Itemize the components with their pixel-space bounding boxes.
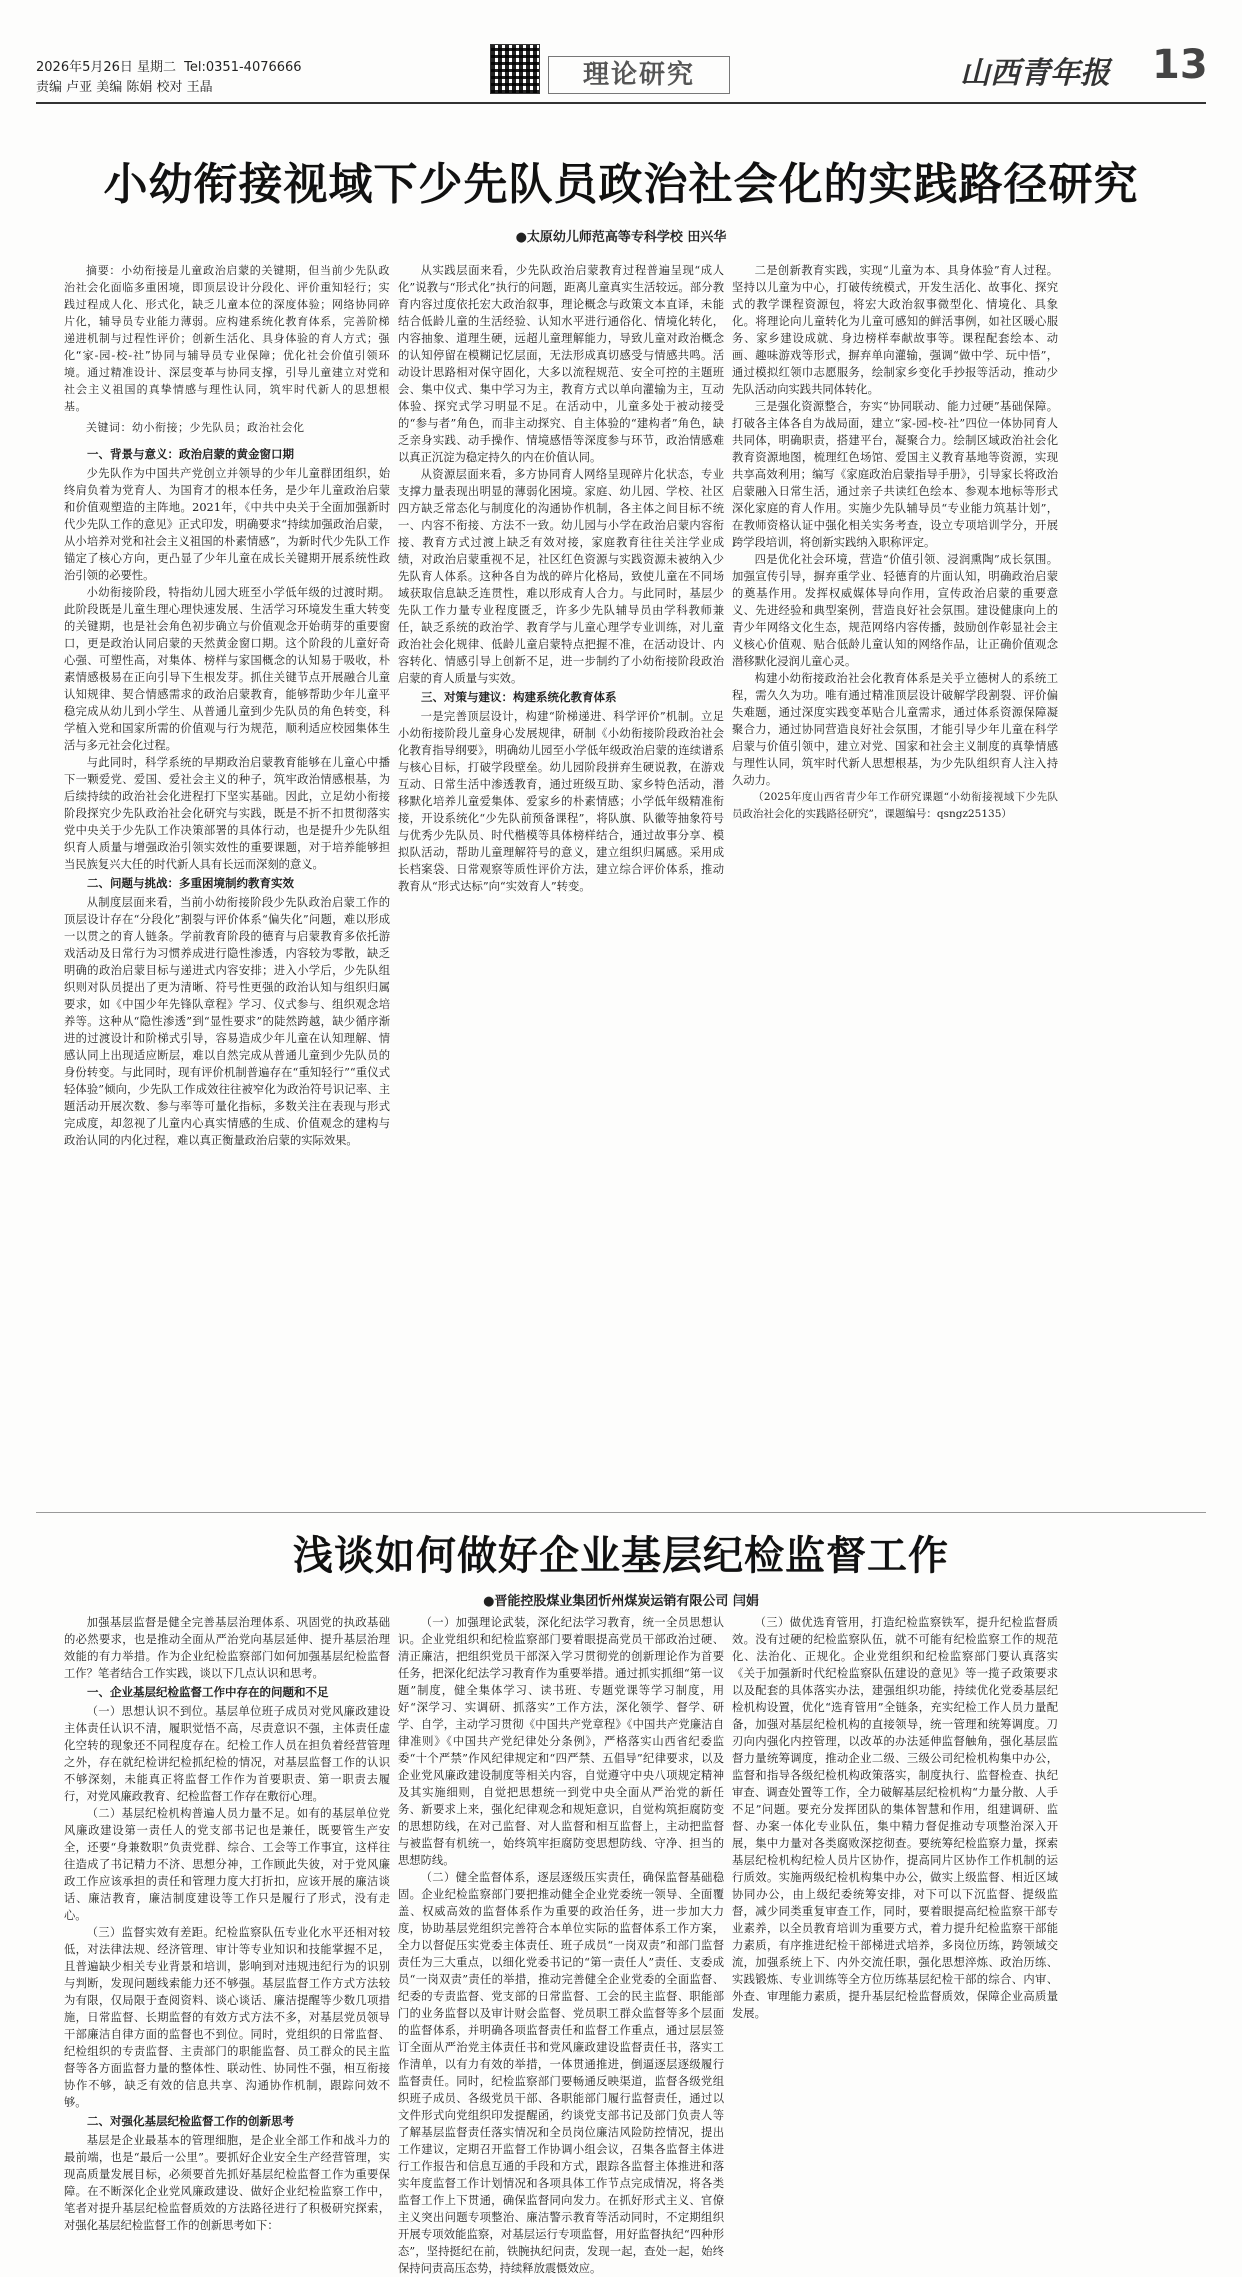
article2-column-2	[398, 1614, 724, 2275]
paragraph: 从实践层面来看，少先队政治启蒙教育过程普遍呈现“成人化”说教与“形式化”执行的问题，距离儿童真实生活较远。部分教育内容过度依托宏大政治叙事，理论概念与政策文本直译，未能结合低龄儿童的生活经验、认知水平进行通俗化、情境化转化，内容抽象、道理生硬，远超儿童理解能力，导致儿童对政治概念的认知停留在模糊记忆层面，无法形成真切感受与情感共鸣。活动设计思路相对保守固化，大多以流程规范、安全可控的主题班会、集中仪式、集中学习为主，教育方式以单向灌输为主，互动体验、探究式学习明显不足。在活动中，儿童多处于被动接受的“参与者”角色，而非主动探究、自主体验的“建构者”角色，缺乏亲身实践、动手操作、情境感悟等深度参与环节，政治情感难以真正沉淀为稳定持久的内在价值认同。	[398, 264, 724, 464]
paragraph: 二是创新教育实践，实现“儿童为本、具身体验”育人过程。坚持以儿童为中心，打破传统模式，开发生活化、故事化、探究式的教学课程资源包，将宏大政治叙事微型化、情境化、具象化。将理论向儿童转化为儿童可感知的鲜活事例，如社区暖心服务、家乡建设成就、身边榜样奉献故事等。课程配套绘本、动画、趣味游戏等形式，摒弃单向灌输，强调“做中学、玩中悟”，通过模拟红领巾志愿服务，绘制家乡变化手抄报等活动，推动少先队活动向实践共同体转化。	[732, 264, 1058, 396]
article1-column-2	[398, 262, 724, 1510]
qr-code-icon	[490, 44, 540, 94]
article2-column-1	[64, 1614, 390, 2232]
paragraph: 与此同时，科学系统的早期政治启蒙教育能够在儿童心中播下一颗爱党、爱国、爱社会主义的种子，筑牢政治情感根基，为后续持续的政治社会化进程打下坚实基础。因此，立足幼小衔接阶段探究少先队政治社会化研究与实践，既是不折不扣贯彻落实党中央关于少先队工作决策部署的具体行动，也是提升少先队组织育人质量与增强政治引领实效性的重要课题，对于培养能够担当民族复兴大任的时代新人具有长远而深刻的意义。	[64, 756, 390, 871]
paragraph: （二）基层纪检机构普遍人员力量不足。如有的基层单位党风廉政建设第一责任人的党支部书记也是兼任，既要管生产安全，还要“身兼数职”负责党群、综合、工会等工作事宜，这样往往造成了书记精力不济、思想分神，工作顾此失彼，对于党风廉政工作应该承担的责任和管理力度大打折扣，应该开展的廉洁谈话、廉洁教育，廉洁制度建设等工作只是履行了形式，没有走心。	[64, 1807, 390, 1922]
paragraph: 从资源层面来看，多方协同育人网络呈现碎片化状态，专业支撑力量表现出明显的薄弱化困境。家庭、幼儿园、学校、社区四方缺乏常态化与制度化的沟通协作机制，各主体之间目标不统一、内容不衔接、方法不一致。幼儿园与小学在政治启蒙内容衔接、教育方式过渡上缺乏有效对接，家庭教育往往关注学业成绩，对政治启蒙重视不足，社区红色资源与实践资源未被纳入少先队育人体系。这种各自为战的碎片化格局，致使儿童在不同场域获取信息缺乏连贯性，难以形成育人合力。与此同时，基层少先队工作力量专业程度匮乏，许多少先队辅导员由学科教师兼任，缺乏系统的政治学、教育学与儿童心理学专业训练，对儿童政治社会化规律、低龄儿童启蒙特点把握不准，在活动设计、内容转化、情感引导上创新不足，进一步制约了小幼衔接阶段政治启蒙的育人质量与实效。	[398, 468, 724, 685]
article1-column-3	[732, 262, 1058, 1510]
header-rule	[36, 102, 1206, 104]
paragraph: 少先队作为中国共产党创立并领导的少年儿童群团组织，始终肩负着为党育人、为国育才的根本任务，是少年儿童政治启蒙和价值观塑造的主阵地。2021年，《中共中央关于全面加强新时代少先队工作的意见》正式印发，明确要求“持续加强政治启蒙，从小培养对党和社会主义祖国的朴素情感”，为新时代少先队工作锚定了核心方向，更凸显了少年儿童在成长关键期开展系统性政治引领的必要性。	[64, 467, 390, 582]
article2-heading-2: 二、对强化基层纪检监督工作的创新思考	[87, 2114, 294, 2128]
project-note: （2025年度山西省青少年工作研究课题“小幼衔接视域下少先队员政治社会化的实践路径研究”，课题编号：qsngz25135）	[732, 791, 1058, 820]
paragraph: （一）思想认识不到位。基层单位班子成员对党风廉政建设主体责任认识不清，履职觉悟不高，尽责意识不强，主体责任虚化空转的现象还不同程度存在。纪检工作人员在担负着经营管理之外，存在就纪检讲纪检抓纪检的情况，对基层监督工作的认识不够深刻，未能真正将监督工作作为首要职责、第一职责去履行，对党风廉政教育、纪检监督工作存在敷衍心理。	[64, 1705, 390, 1803]
paragraph: 加强基层监督是健全完善基层治理体系、巩固党的执政基础的必然要求，也是推动全面从严治党向基层延伸、提升基层治理效能的有力举措。作为企业纪检监察部门如何加强基层纪检监督工作？笔者结合工作实践，谈以下几点认识和思考。	[64, 1616, 390, 1680]
paragraph: 构建小幼衔接政治社会化教育体系是关乎立德树人的系统工程，需久久为功。唯有通过精准顶层设计破解学段割裂、评价偏失难题，通过深度实践变革贴合儿童需求，通过体系资源保障凝聚合力，通过协同营造良好社会氛围，才能引导少年儿童在科学启蒙与价值引领中，建立对党、国家和社会主义制度的真挚情感与理性认同，筑牢时代新人思想根基，为少先队组织育人注入持久动力。	[732, 672, 1058, 787]
article1-heading-2: 二、问题与挑战：多重困境制约教育实效	[87, 876, 294, 890]
paragraph: 基层是企业最基本的管理细胞，是企业全部工作和战斗力的最前端，也是“最后一公里”。要抓好企业安全生产经营管理，实现高质量发展目标，必须要首先抓好基层纪检监督工作为重要保障。在不断深化企业党风廉政建设、做好企业纪检监察工作中，笔者对提升基层纪检监督质效的方法路径进行了积极研究探索，对强化基层纪检监督工作的创新思考如下：	[64, 2134, 390, 2232]
paragraph: 四是优化社会环境，营造“价值引领、浸润熏陶”成长氛围。加强宣传引导，摒弃重学业、轻德育的片面认知，明确政治启蒙的奠基作用。发挥权威媒体导向作用，宣传政治启蒙的重要意义、先进经验和典型案例，营造良好社会氛围。建设健康向上的青少年网络文化生态，规范网络内容传播，鼓励创作彰显社会主义核心价值观、贴合低龄儿童认知的网络作品，让正确价值观念潜移默化浸润儿童心灵。	[732, 553, 1058, 668]
issue-date	[36, 56, 302, 75]
article1-title: 小幼衔接视域下少先队员政治社会化的实践路径研究	[103, 159, 1139, 210]
paragraph: 一是完善顶层设计，构建“阶梯递进、科学评价”机制。立足小幼衔接阶段儿童身心发展规律，研制《小幼衔接阶段政治社会化教育指导纲要》，明确幼儿园至小学低年级政治启蒙的连续谱系与核心目标，打破学段壁垒。幼儿园阶段拼弃生硬说教，在游戏互动、日常生活中渗透教育，通过班级互助、家乡特色活动，潜移默化培养儿童爱集体、爱家乡的朴素情感；小学低年级精准衔接，开设系统化“少先队前预备课程”，将队旗、队徽等抽象符号与优秀少先队员、时代楷模等具体榜样结合，通过故事分享、模拟队活动，帮助儿童理解符号的意义，建立组织归属感。采用成长档案袋、日常观察等质性评价方法，建立综合评价体系，推动教育从“形式达标”向“实效育人”转变。	[398, 710, 724, 893]
article1-column-1	[64, 262, 390, 1510]
section-title: 理论研究	[548, 56, 730, 94]
editors-line: 责编 卢亚 美编 陈娟 校对 王晶	[36, 80, 213, 95]
article2-byline: ●晋能控股煤业集团忻州煤炭运销有限公司 闫娟	[483, 1594, 759, 1609]
article2-heading-1: 一、企业基层纪检监督工作中存在的问题和不足	[87, 1685, 329, 1699]
article1-heading-3: 三、对策与建议：构建系统化教育体系	[421, 690, 617, 704]
page-number: 13	[1152, 42, 1208, 88]
article2-column-3	[732, 1614, 1058, 2020]
article2-title: 浅谈如何做好企业基层纪检监督工作	[293, 1532, 949, 1579]
paragraph: 从制度层面来看，当前小幼衔接阶段少先队政治启蒙工作的顶层设计存在“分段化”割裂与评价体系“偏失化”问题，难以形成一以贯之的育人链条。学前教育阶段的德育与启蒙教育多依托游戏活动及日常行为习惯养成进行隐性渗透，内容较为零散，缺乏明确的政治启蒙目标与递进式内容安排；进入小学后，少先队组织则对队员提出了更为清晰、符号性更强的政治认知与组织归属要求，如《中国少年先锋队章程》学习、仪式参与、组织观念培养等。这种从“隐性渗透”到“显性要求”的陡然跨越，缺少循序渐进的过渡设计和阶梯式引导，容易造成少年儿童在认知理解、情感认同上出现适应断层，难以自然完成从普通儿童到少先队员的身份转变。与此同时，现有评价机制普遍存在“重知轻行”“重仪式轻体验”倾向，少先队工作成效往往被窄化为政治符号识记率、主题活动开展次数、参与率等可量化指标，多数关注在表现与形式完成度，却忽视了儿童内心真实情感的生成、价值观念的建构与政治认同的内化过程，难以真正衡量政治启蒙的实际效果。	[64, 896, 390, 1147]
date-text: 2026年5月26日 星期二	[36, 60, 177, 75]
paragraph: 三是强化资源整合，夯实“协同联动、能力过硬”基础保障。打破各主体各自为战局面，建立“家-园-校-社”四位一体协同育人共同体，明确职责，搭建平台，凝聚合力。绘制区域政治社会化教育资源地图，梳理红色场馆、爱国主义教育基地等资源，实现共享高效利用；编写《家庭政治启蒙指导手册》，引导家长将政治启蒙融入日常生活，通过亲子共读红色绘本、参观本地标等形式深化家庭的育人作用。实施少先队辅导员“专业能力筑基计划”，在教师资格认证中强化相关实务考查，设立专项培训学分，开展跨学段培训，将创新实践纳入职称评定。	[732, 400, 1058, 549]
paragraph: （三）监督实效有差距。纪检监察队伍专业化水平还相对较低，对法律法规、经济管理、审计等专业知识和技能掌握不足，且普遍缺少相关专业背景和培训，影响到对违规违纪行为的识别与判断，发现问题线索能力还不够强。基层监督工作方式方法较为有限，仅局限于查阅资料、谈心谈话、廉洁提醒等少数几项措施，日常监督、长期监督的有效方式方法不多，对基层党员领导干部廉洁自律方面的监督也不到位。同时，党组织的日常监督、纪检组织的专责监督、主责部门的职能监督、员工群众的民主监督等各方面监督力量的整体性、联动性、协同性不强，相互衔接协作不够，缺乏有效的信息共享、沟通协作机制，跟踪问效不够。	[64, 1926, 390, 2109]
paragraph: （二）健全监督体系，逐层逐级压实责任，确保监督基础稳固。企业纪检监察部门要把推动健全企业党委统一领导、全面覆盖、权威高效的监督体系作为重要的政治任务，进一步加大力度，协助基层党组织完善符合本单位实际的监督体系工作方案，全力以督促压实党委主体责任、班子成员“一岗双责”和部门监督责任为三大重点，以细化党委书记的“第一责任人”责任、支委成员“一岗双责”责任的举措，推动完善健全企业党委的全面监督、纪委的专责监督、党支部的日常监督、工会的民主监督、职能部门的业务监督以及审计财会监督、党员职工群众监督等多个层面的监督体系，并明确各项监督责任和监督工作重点，通过层层签订全面从严治党主体责任书和党风廉政建设监督责任书，落实工作清单，以有力有效的举措，一体贯通推进，倒逼逐层逐级履行监督责任。同时，纪检监察部门要畅通反映渠道，监督各级党组织班子成员、各级党员干部、各职能部门履行监督责任，通过以文件形式向党组织印发提醒函，约谈党支部书记及部门负责人等了解基层监督责任落实情况和全员岗位廉洁风险防控情况，提出工作建议，定期召开监督工作协调小组会议，召集各监督主体进行工作报告和信息互通的手段和方式，跟踪各监督主体推进和落实年度监督工作计划情况和各项具体工作节点完成情况，将各类监督工作上下贯通，确保监督同向发力。在抓好形式主义、官僚主义突出问题专项整治、廉洁警示教育等活动同时，不定期组织开展专项效能监察，对基层运行专项监督，用好监督执纪“四种形态”，坚持挺纪在前，铁腕执纪问责，发现一起，查处一起，始终保持问责高压态势，持续释放震慑效应。	[398, 1871, 724, 2275]
paper-logo: 山西青年报	[960, 56, 1110, 91]
paragraph: 小幼衔接阶段，特指幼儿园大班至小学低年级的过渡时期。此阶段既是儿童生理心理快速发展、生活学习环境发生重大转变的关键期，也是社会角色初步确立与价值观念开始萌芽的重要窗口，更是政治认同启蒙的天然黄金窗口期。这个阶段的儿童好奇心强、可塑性高，对集体、榜样与家国概念的认知易于吸收，朴素情感极易在正向引导下生根发芽。抓住关键节点开展融合儿童认知规律、契合情感需求的政治启蒙教育，能够帮助少年儿童平稳完成从幼儿到小学生、从普通儿童到少先队员的角色转变，科学植入党和国家所需的价值观与行为规范，顺利适应校园集体生活与多元社会化过程。	[64, 586, 390, 752]
article1-byline: ●太原幼儿师范高等专科学校 田兴华	[515, 230, 727, 245]
article-separator	[36, 1512, 1206, 1513]
paragraph: （一）加强理论武装，深化纪法学习教育，统一全员思想认识。企业党组织和纪检监察部门要着眼提高党员干部政治过硬、清正廉洁，把组织党员干部深入学习贯彻党的创新理论作为首要任务，把深化纪法学习教育作为重要举措。通过抓实抓细“第一议题”制度，健全集体学习、读书班、专题党课等学习制度，用好“深学习、实调研、抓落实”工作方法，深化领学、督学、研学、自学，主动学习贯彻《中国共产党章程》《中国共产党廉洁自律准则》《中国共产党纪律处分条例》，严格落实山西省纪委监委“十个严禁”作风纪律规定和“四严禁、五倡导”纪律要求，以及企业党风廉政建设制度等相关内容，自觉遵守中央八项规定精神及其实施细则，自觉把思想统一到党中央全面从严治党的新任务、新要求上来，强化纪律观念和规矩意识，自觉构筑拒腐防变的思想防线，在对己监督、对人监督和相互监督上，主动把监督与被监督有机统一，始终筑牢拒腐防变思想防线、守净、担当的思想防线。	[398, 1616, 724, 1867]
article1-heading-1: 一、背景与意义：政治启蒙的黄金窗口期	[87, 447, 294, 461]
abstract-text: 摘要：小幼衔接是儿童政治启蒙的关键期，但当前少先队政治社会化面临多重困境，即顶层设计分段化、评价重知轻行；实践过程成人化、形式化，缺乏儿童本位的深度体验；网络协同碎片化，辅导员专业能力薄弱。应构建系统化教育体系，完善阶梯递进机制与过程性评价；创新生活化、具身体验的育人方式；强化“家-园-校-社”协同与辅导员专业保障；优化社会价值引领环境。通过精准设计、深层变革与协同支撑，引导儿童建立对党和社会主义祖国的真挚情感与理性认同，筑牢时代新人的思想根基。	[64, 264, 390, 413]
keywords-text: 关键词：幼小衔接；少先队员；政治社会化	[86, 421, 305, 434]
article1-abstract	[64, 262, 390, 436]
paragraph: （三）做优选育管用，打造纪检监察铁军，提升纪检监督质效。没有过硬的纪检监察队伍，就不可能有纪检监察工作的规范化、法治化、正规化。企业党组织和纪检监察部门要认真落实《关于加强新时代纪检监察队伍建设的意见》等一揽子政策要求以及配套的具体落实办法，建强组织功能，持续优化党委基层纪检机构设置，优化“选育管用”全链条，充实纪检工作人员力量配备，加强对基层纪检机构的直接领导，统一管理和统筹调度。刀刃向内强化内控管理，以改革的办法延伸监督触角，强化基层监督力量统筹调度，推动企业二级、三级公司纪检机构集中办公，监督和指导各级纪检机构政策落实，制度执行、监督检查、执纪审查、调查处置等工作，全力破解基层纪检机构“力量分散、人手不足”问题。要充分发挥团队的集体智慧和作用，组建调研、监督、办案一体化专业队伍，集中精力督促推动专项整治深入开展，集中力量对各类腐败深挖彻查。要统筹纪检监察力量，探索基层纪检机构纪检人员片区协作，提高同片区协作工作机制的运行质效。实施两级纪检机构集中办公，做实上级监督、相近区域协同办公，由上级纪委统筹安排，对下可以下沉监督、提级监督，减少同类重复审查工作，同时，要着眼提高纪检监察干部专业素养，以全员教育培训为重要方式，着力提升纪检监察干部能力素质，有序推进纪检干部梯进式培养，多岗位历练，跨领域交流，加强系统上下、内外交流任职，强化思想淬炼、政治历练、实践锻炼、专业训练等全方位历练基层纪检干部的综合、内审、外查、审理能力素质，提升基层纪检监督质效，保障企业高质量发展。	[732, 1616, 1058, 2020]
tel-text: Tel:0351-4076666	[184, 60, 302, 75]
